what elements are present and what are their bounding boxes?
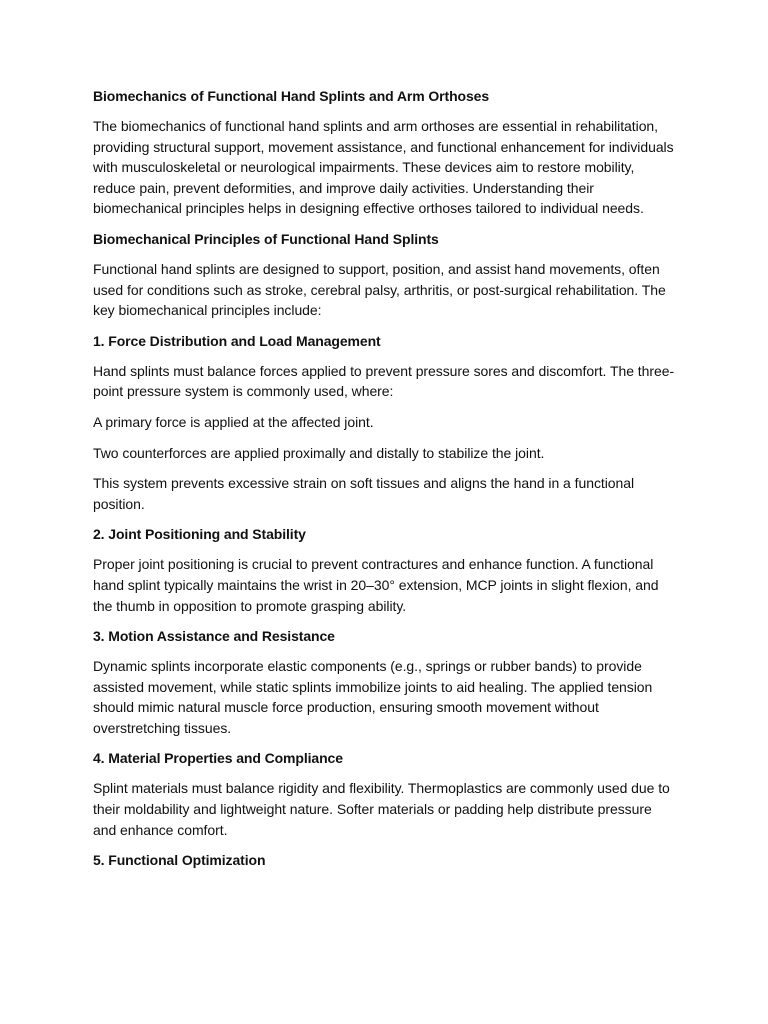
intro-paragraph: The biomechanics of functional hand splints and arm orthoses are essential in rehabilitation, providing structural support, movement assistance, and functional enhancement for individuals with musculoskeletal or neurological impairments. These devices aim to restore mobility, reduce pain, prevent deformities, and improve daily activities. Understanding their biomechanical principles helps in designing effective orthoses tailored to individual needs. bbox=[93, 118, 674, 217]
principle-2-paragraph: Proper joint positioning is crucial to prevent contractures and enhance function. A functional hand splint typically maintains the wrist in 20–30° extension, MCP joints in slight flexion, and the thumb in opposition to promote grasping ability. bbox=[93, 556, 659, 614]
principle-3-heading: 3. Motion Assistance and Resistance bbox=[93, 628, 335, 645]
principle-2-heading: 2. Joint Positioning and Stability bbox=[93, 526, 306, 543]
document-page bbox=[93, 86, 678, 880]
section-heading: Biomechanical Principles of Functional Hand Splints bbox=[93, 230, 439, 247]
principle-1-heading: 1. Force Distribution and Load Management bbox=[93, 332, 381, 349]
principle-1-summary: This system prevents excessive strain on soft tissues and aligns the hand in a functional position. bbox=[93, 475, 635, 512]
principle-3-paragraph: Dynamic splints incorporate elastic components (e.g., springs or rubber bands) to provide assisted movement, while static splints immobilize joints to aid healing. The applied tension should mimic natural muscle force production, ensuring smooth movement without overstretching tissues. bbox=[93, 658, 653, 736]
principle-4-heading: 4. Material Properties and Compliance bbox=[93, 750, 343, 767]
document-title: Biomechanics of Functional Hand Splints and Arm Orthoses bbox=[93, 88, 490, 104]
principle-1-counterforces: Two counterforces are applied proximally and distally to stabilize the joint. bbox=[93, 444, 545, 461]
principle-1-primary-force: A primary force is applied at the affected joint. bbox=[93, 413, 374, 430]
principle-4-paragraph: Splint materials must balance rigidity and flexibility. Thermoplastics are commonly used due to their moldability and lightweight nature. Softer materials or padding help distribute pressure and enhance comfort. bbox=[93, 780, 670, 838]
principle-5-heading: 5. Functional Optimization bbox=[93, 852, 266, 869]
section-intro-paragraph: Functional hand splints are designed to support, position, and assist hand movements, often used for conditions such as stroke, cerebral palsy, arthritis, or post-surgical rehabilitation. The key biomechanical principles include: bbox=[93, 260, 666, 319]
principle-1-paragraph: Hand splints must balance forces applied to prevent pressure sores and discomfort. The three-point pressure system is commonly used, where: bbox=[93, 362, 675, 400]
